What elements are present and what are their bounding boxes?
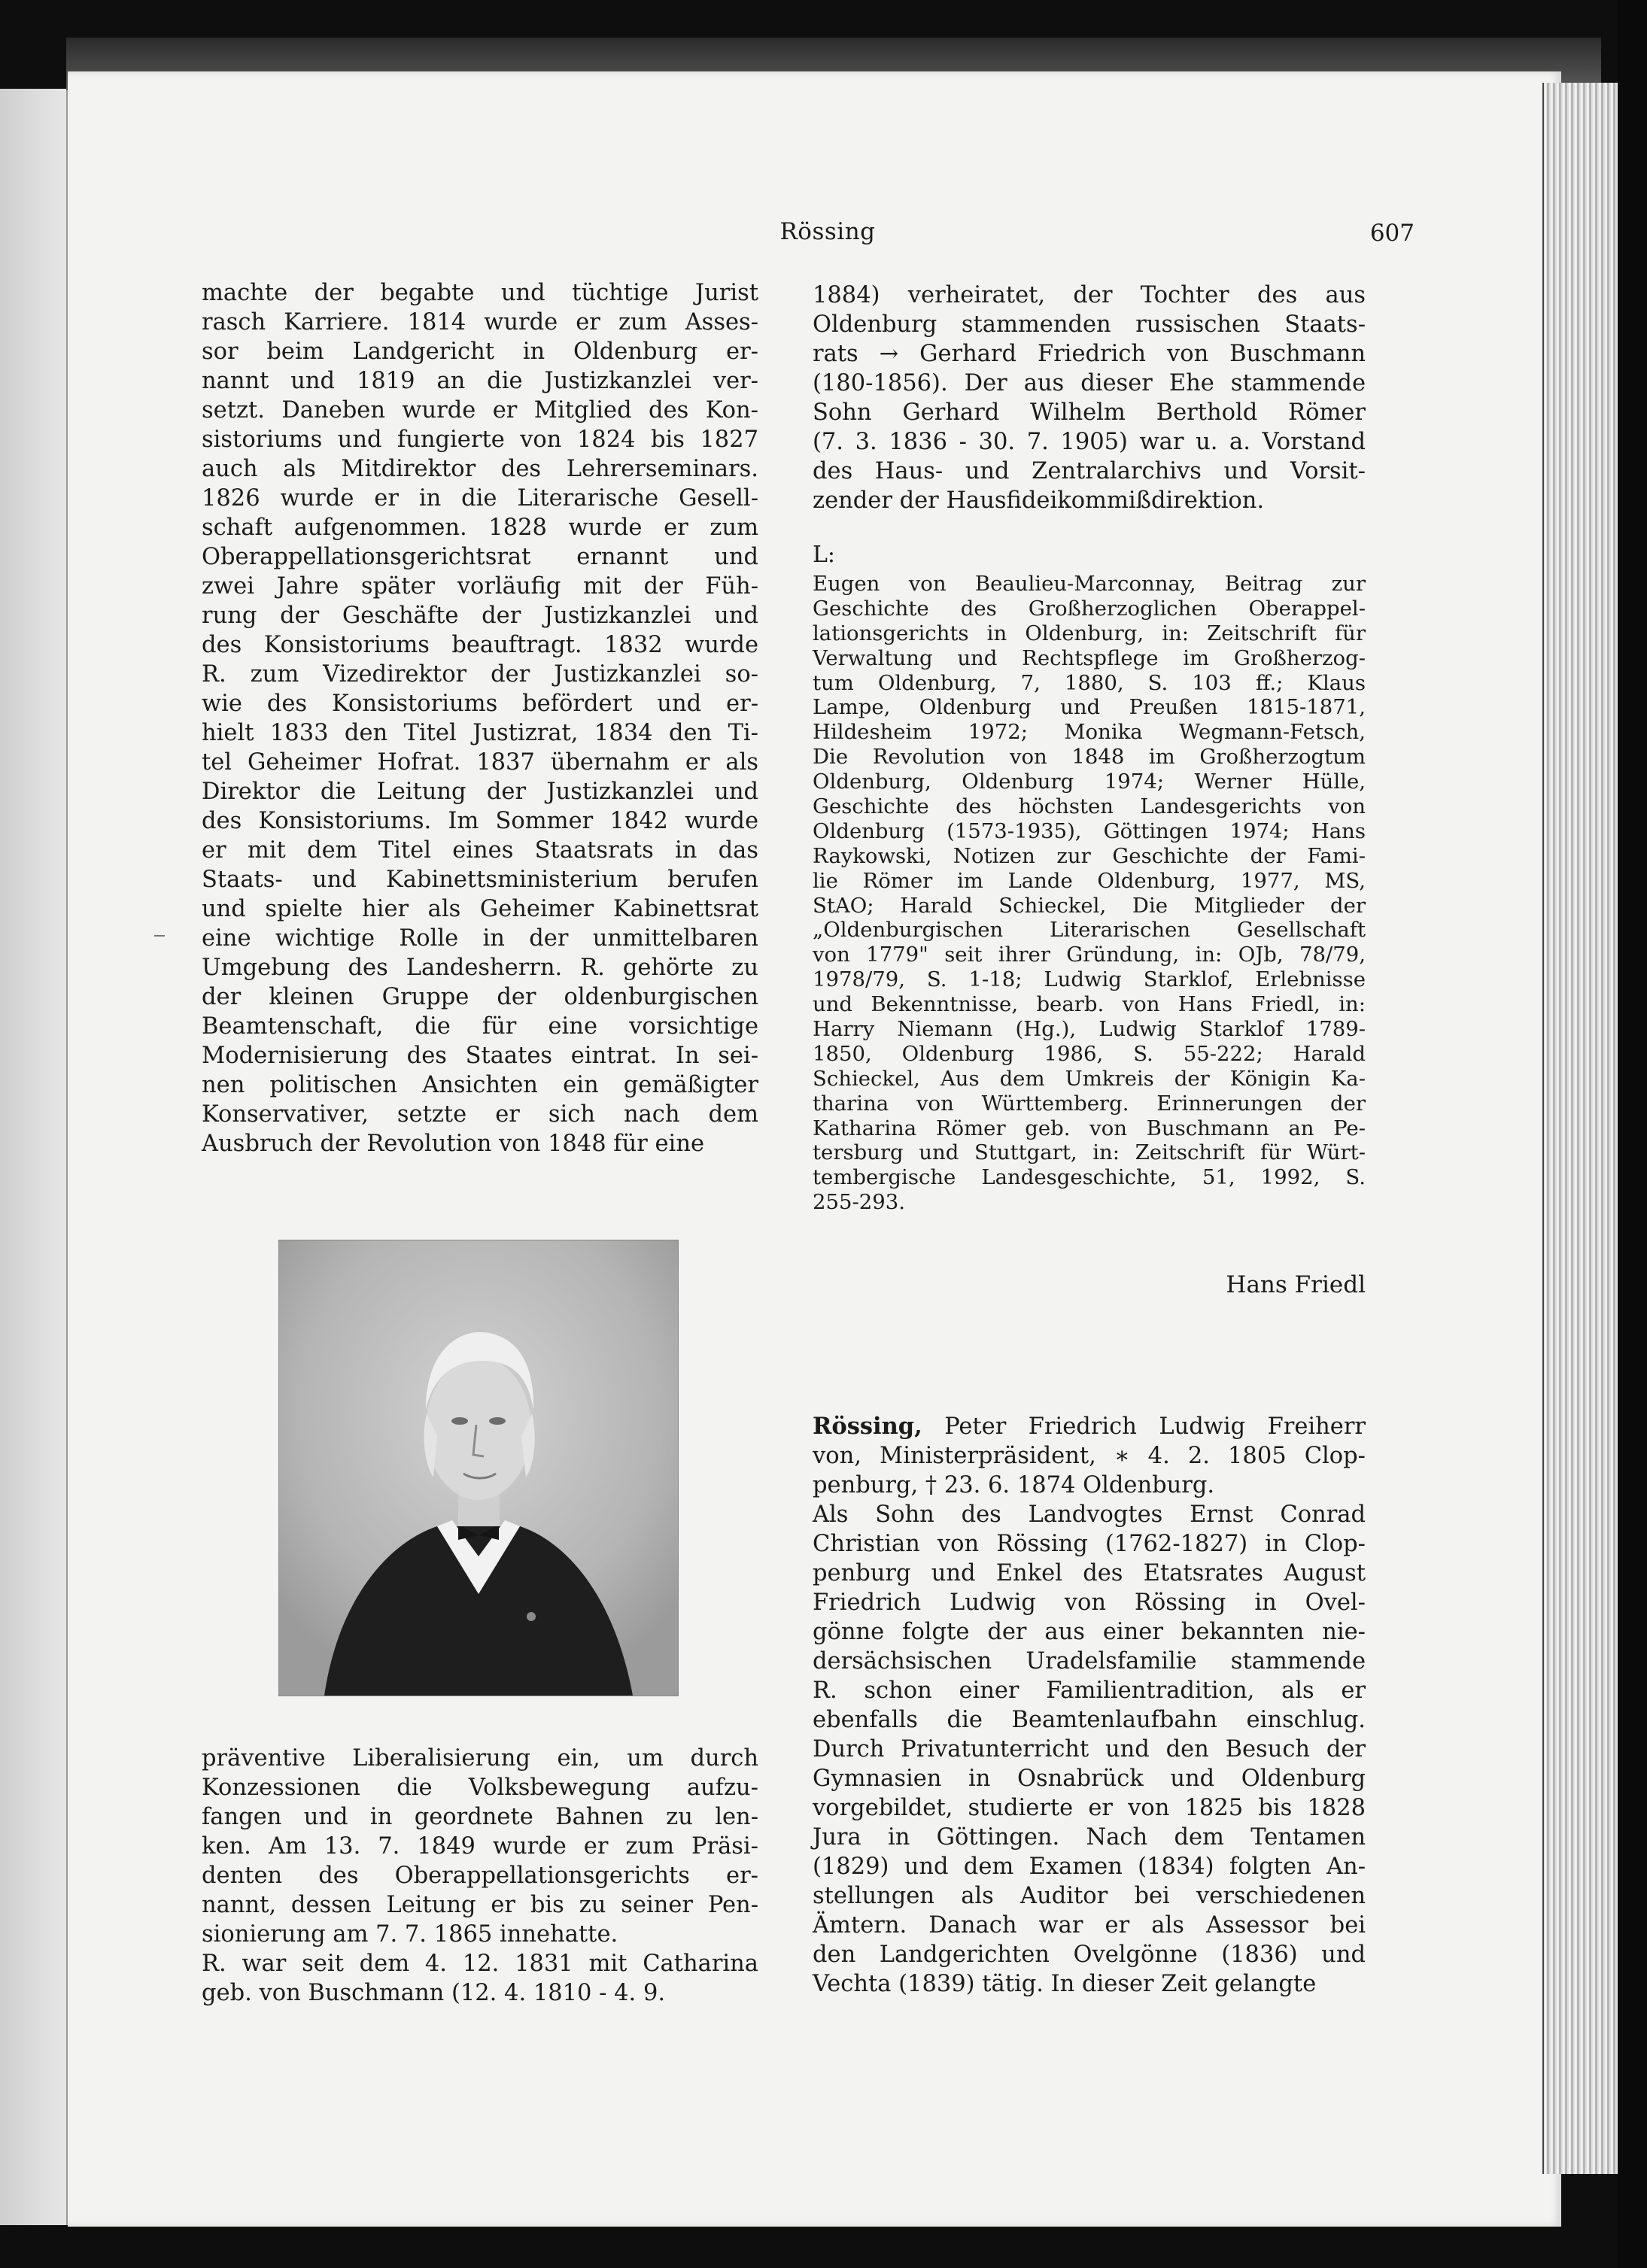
portrait-illustration — [279, 1240, 678, 1696]
text-line: von, Ministerpräsident, ∗ 4. 2. 1805 Clop- — [813, 1443, 1366, 1469]
text-line: Konservativer, setzte er sich nach dem — [202, 1101, 758, 1128]
text-line: Umgebung des Landesherrn. R. gehörte zu — [202, 955, 758, 981]
text-line: sor beim Landgericht in Oldenburg er- — [202, 339, 758, 365]
page-stack-edge — [1542, 83, 1619, 2174]
text-line: Staats- und Kabinettsministerium berufen — [202, 867, 758, 893]
text-line: sionierung am 7. 7. 1865 innehatte. — [202, 1921, 618, 1948]
text-line: des Konsistoriums beauftragt. 1832 wurde — [202, 632, 758, 658]
text-line: Die Revolution von 1848 im Großherzogtum — [813, 745, 1366, 770]
text-line: Harry Niemann (Hg.), Ludwig Starklof 1789- — [813, 1017, 1366, 1042]
text-line: tum Oldenburg, 7, 1880, S. 103 ff.; Klaus — [813, 670, 1366, 695]
text-line: wie des Konsistoriums befördert und er- — [202, 691, 758, 717]
text-line: tel Geheimer Hofrat. 1837 übernahm er als — [202, 749, 758, 776]
text-line: machte der begabte und tüchtige Jurist — [202, 280, 758, 306]
text-line: des Konsistoriums. Im Sommer 1842 wurde — [202, 808, 758, 834]
text-line: sistoriums und fungierte von 1824 bis 1827 — [202, 427, 758, 453]
text-line: R. zum Vizedirektor der Justizkanzlei so- — [202, 661, 758, 688]
text-line: den Landgerichten Ovelgönne (1836) und — [813, 1942, 1366, 1968]
text-line: schaft aufgenommen. 1828 wurde er zum — [202, 515, 758, 541]
text-line: gönne folgte der aus einer bekannten nie- — [813, 1619, 1366, 1645]
text-line: nannt und 1819 an die Justizkanzlei ver- — [202, 368, 758, 394]
text-line: Verwaltung und Rechtspflege im Großherzog- — [813, 645, 1366, 670]
entry-first-line-rest: Peter Friedrich Ludwig Freiherr — [922, 1413, 1366, 1440]
text-line: lie Römer im Lande Oldenburg, 1977, MS, — [813, 868, 1366, 893]
text-line: er mit dem Titel eines Staatsrats in das — [202, 837, 758, 864]
text-line: Schieckel, Aus dem Umkreis der Königin Ka- — [813, 1066, 1366, 1091]
text-line: Ausbruch der Revolution von 1848 für eine — [202, 1131, 705, 1157]
text-line: Eugen von Beaulieu-Marconnay, Beitrag zur — [813, 572, 1366, 596]
text-line: 1826 wurde er in die Literarische Gesell- — [202, 485, 758, 512]
text-line: hielt 1833 den Titel Justizrat, 1834 den Ti- — [202, 720, 758, 746]
left-column-bottom — [202, 1744, 758, 2008]
text-line: 255-293. — [813, 1190, 906, 1215]
text-line: fangen und in geordnete Bahnen zu len- — [202, 1804, 758, 1830]
text-line: Geschichte des höchsten Landesgerichts von — [813, 794, 1366, 819]
text-line: Sohn Gerhard Wilhelm Berthold Römer — [813, 399, 1366, 426]
text-line: und spielte hier als Geheimer Kabinettsrat — [202, 896, 758, 922]
text-line: Oldenburg, Oldenburg 1974; Werner Hülle, — [813, 770, 1366, 794]
text-line: Ämtern. Danach war er als Assessor bei — [813, 1912, 1366, 1939]
text-line: rasch Karriere. 1814 wurde er zum Asses- — [202, 309, 758, 335]
right-column-top — [813, 281, 1366, 515]
text-line: auch als Mitdirektor des Lehrerseminars. — [202, 456, 758, 482]
new-entry — [813, 1412, 1366, 1999]
text-line: lationsgerichts in Oldenburg, in: Zeitschrift für — [813, 621, 1366, 645]
text-line: (180-1856). Der aus dieser Ehe stammende — [813, 370, 1366, 396]
text-line: 1978/79, S. 1-18; Ludwig Starklof, Erlebnisse — [813, 967, 1366, 992]
page-number: 607 — [1369, 220, 1415, 247]
text-line: denten des Oberappellationsgerichts er- — [202, 1863, 758, 1889]
text-line: präventive Liberalisierung ein, um durch — [202, 1745, 758, 1772]
text-line: Durch Privatunterricht und den Besuch der — [813, 1736, 1366, 1762]
text-line: setzt. Daneben wurde er Mitglied des Kon- — [202, 397, 758, 424]
literature-label: L: — [813, 542, 836, 568]
text-line: zender der Hausfideikommißdirektion. — [813, 487, 1265, 514]
margin-mark — [154, 935, 165, 937]
text-line: penburg und Enkel des Etatsrates August — [813, 1560, 1366, 1586]
text-line: stellungen als Auditor bei verschiedenen — [813, 1883, 1366, 1909]
text-line: ken. Am 13. 7. 1849 wurde er zum Präsi- — [202, 1833, 758, 1860]
text-line: Friedrich Ludwig von Rössing in Ovel- — [813, 1589, 1366, 1616]
text-line: der kleinen Gruppe der oldenburgischen — [202, 984, 758, 1010]
text-line: 1850, Oldenburg 1986, S. 55-222; Harald — [813, 1041, 1366, 1066]
text-line: „Oldenburgischen Literarischen Gesellschaft — [813, 918, 1366, 943]
text-line: tharina von Württemberg. Erinnerungen der — [813, 1091, 1366, 1116]
text-line: Christian von Rössing (1762-1827) in Clop- — [813, 1531, 1366, 1557]
text-line: Als Sohn des Landvogtes Ernst Conrad — [813, 1501, 1366, 1528]
text-line: Katharina Römer geb. von Buschmann an Pe- — [813, 1116, 1366, 1140]
author-signature: Hans Friedl — [1226, 1271, 1366, 1298]
text-line: tembergische Landesgeschichte, 51, 1992, S. — [813, 1165, 1366, 1190]
portrait-photo — [278, 1240, 679, 1696]
entry-first-line — [813, 1412, 1366, 1441]
text-line: (7. 3. 1836 - 30. 7. 1905) war u. a. Vorstand — [813, 429, 1366, 455]
text-line: Hildesheim 1972; Monika Wegmann-Fetsch, — [813, 720, 1366, 745]
text-line: Direktor die Leitung der Justizkanzlei und — [202, 779, 758, 805]
text-line: penburg, † 23. 6. 1874 Oldenburg. — [813, 1472, 1215, 1498]
text-line: tersburg und Stuttgart, in: Zeitschrift für Würt- — [813, 1140, 1366, 1165]
text-line: nen politischen Ansichten ein gemäßigter — [202, 1072, 758, 1098]
text-line: Oldenburg (1573-1935), Göttingen 1974; Hans — [813, 818, 1366, 843]
text-line: von 1779" seit ihrer Gründung, in: OJb, 78/79, — [813, 943, 1366, 967]
text-line: Raykowski, Notizen zur Geschichte der Fami- — [813, 843, 1366, 868]
entry-body — [813, 1441, 1366, 1999]
running-title: Rössing — [779, 218, 876, 245]
text-line: rats → Gerhard Friedrich von Buschmann — [813, 341, 1366, 367]
text-line: geb. von Buschmann (12. 4. 1810 - 4. 9. — [202, 1980, 666, 2006]
text-line: 1884) verheiratet, der Tochter des aus — [813, 282, 1366, 308]
text-line: (1829) und dem Examen (1834) folgten An- — [813, 1854, 1366, 1880]
text-line: ebenfalls die Beamtenlaufbahn einschlug. — [813, 1707, 1366, 1733]
text-line: Gymnasien in Osnabrück und Oldenburg — [813, 1766, 1366, 1792]
text-line: R. schon einer Familientradition, als er — [813, 1677, 1366, 1704]
text-line: Oldenburg stammenden russischen Staats- — [813, 311, 1366, 338]
text-line: Vechta (1839) tätig. In dieser Zeit gelangte — [813, 1971, 1317, 1997]
text-line: Jura in Göttingen. Nach dem Tentamen — [813, 1824, 1366, 1851]
text-line: eine wichtige Rolle in der unmittelbaren — [202, 925, 758, 952]
text-line: Oberappellationsgerichtsrat ernannt und — [202, 544, 758, 570]
left-column-top — [202, 278, 758, 1158]
text-line: zwei Jahre später vorläufig mit der Füh- — [202, 573, 758, 600]
text-line: rung der Geschäfte der Justizkanzlei und — [202, 603, 758, 629]
text-line: R. war seit dem 4. 12. 1831 mit Catharina — [202, 1951, 758, 1977]
text-line: Lampe, Oldenburg und Preußen 1815-1871, — [813, 695, 1366, 720]
left-page-edge — [0, 89, 68, 2225]
text-line: und Bekenntnisse, bearb. von Hans Friedl, in: — [813, 992, 1366, 1017]
text-line: StAO; Harald Schieckel, Die Mitglieder der — [813, 893, 1366, 918]
text-line: Modernisierung des Staates eintrat. In sei- — [202, 1043, 758, 1069]
text-line: Geschichte des Großherzoglichen Oberappel- — [813, 596, 1366, 621]
entry-headword: Rössing, — [813, 1413, 922, 1440]
text-line: nannt, dessen Leitung er bis zu seiner Pen- — [202, 1892, 758, 1918]
text-line: des Haus- und Zentralarchivs und Vorsit- — [813, 458, 1366, 484]
literature-list — [813, 572, 1366, 1215]
text-line: dersächsischen Uradelsfamilie stammende — [813, 1648, 1366, 1674]
text-line: Beamtenschaft, die für eine vorsichtige — [202, 1013, 758, 1040]
text-line: vorgebildet, studierte er von 1825 bis 1828 — [813, 1795, 1366, 1821]
background-right — [1618, 0, 1647, 2268]
text-line: Konzessionen die Volksbewegung aufzu- — [202, 1775, 758, 1801]
